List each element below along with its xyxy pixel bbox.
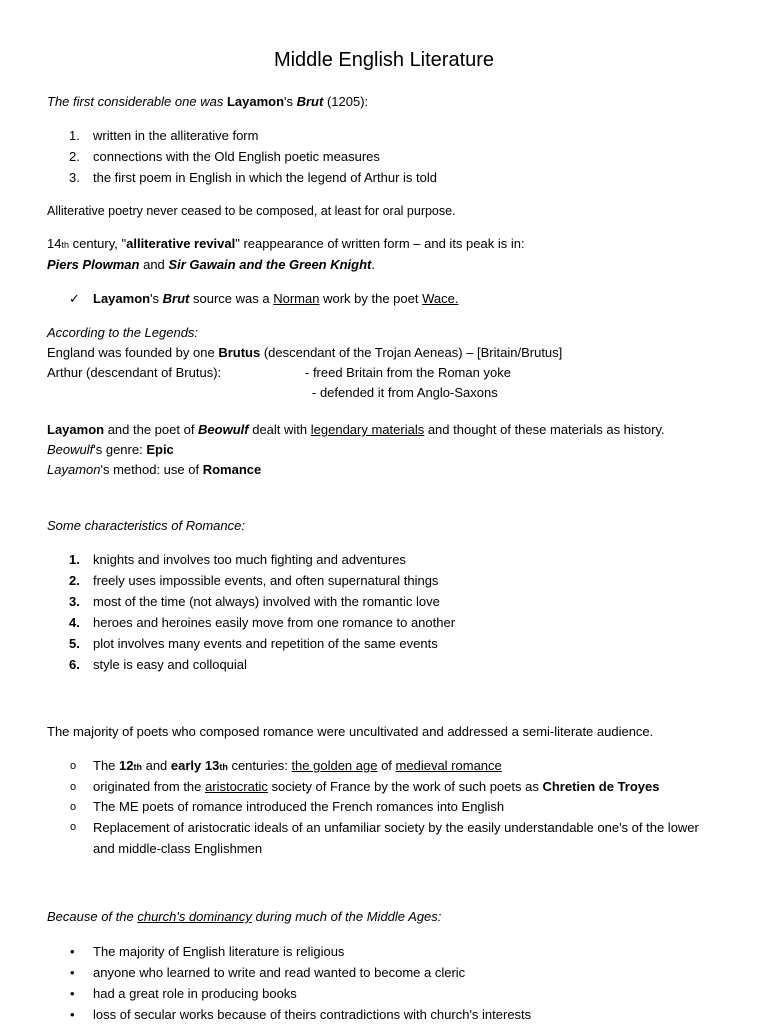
legends-brutus: Brutus: [218, 345, 261, 360]
list-item: [47, 168, 737, 189]
list-text: freely uses impossible events, and often supernatural things: [93, 573, 439, 588]
church-dominancy: church's dominancy: [137, 909, 252, 924]
circle-bullet-icon: o: [70, 801, 77, 813]
origin-pre: originated from the: [93, 779, 206, 794]
list-text: Replacement of aristocratic ideals of an unfamiliar society by the easily understandable one's of the lower and middle-class Englishmen: [93, 820, 699, 856]
list-number: 2.: [69, 149, 80, 164]
list-item: [47, 756, 737, 777]
beowulf-work: Beowulf: [198, 422, 249, 437]
list-text: the first poem in English in which the legend of Arthur is told: [93, 170, 437, 185]
majority-paragraph: The majority of poets who composed romance were uncultivated and addressed a semi-literate audience.: [47, 724, 654, 739]
method-value: Romance: [202, 462, 262, 477]
revival-text-1: century, ": [68, 236, 127, 251]
list-item: [47, 147, 737, 168]
check-norman: Norman: [273, 291, 320, 306]
golden-12: 12: [119, 758, 134, 773]
beowulf-section: [47, 420, 737, 480]
list-text: anyone who learned to write and read wanted to become a cleric: [93, 965, 466, 980]
list-number: 6.: [69, 657, 80, 672]
legends-line-1-pre: England was founded by one: [47, 345, 219, 360]
beowulf-legendary: legendary materials: [310, 422, 425, 437]
list-text: [93, 777, 737, 797]
origin-mid: society of France by the work of such poets as: [267, 779, 543, 794]
list-number: 5.: [69, 636, 80, 651]
legends-freed: - freed Britain from the Roman yoke: [305, 365, 511, 380]
check-author: Layamon: [93, 291, 151, 306]
list-text: plot involves many events and repetition of the same events: [93, 636, 438, 651]
church-heading: [47, 907, 737, 927]
list-text: The majority of English literature is religious: [93, 944, 345, 959]
genre-value: Epic: [146, 442, 174, 457]
bullet-icon: •: [70, 1007, 75, 1022]
beowulf-mid: and the poet of: [104, 422, 199, 437]
list-item: [47, 592, 737, 613]
list-item: [47, 571, 737, 592]
golden-age: the golden age: [291, 758, 378, 773]
golden-and: and: [141, 758, 171, 773]
revival-work-2: Sir Gawain and the Green Knight: [168, 257, 372, 272]
check-mid-2: work by the poet: [319, 291, 423, 306]
golden-of: of: [377, 758, 396, 773]
romance-history-list: [47, 756, 737, 859]
golden-13: early 13: [170, 758, 220, 773]
list-item: [47, 126, 737, 147]
list-item: [47, 550, 737, 571]
golden-mid: centuries:: [227, 758, 292, 773]
revival-century-suffix: th: [61, 240, 69, 250]
list-text: The ME poets of romance introduced the French romances into English: [93, 799, 505, 814]
list-text: had a great role in producing books: [93, 986, 297, 1001]
legends-line-1: [47, 343, 737, 363]
medieval-romance: medieval romance: [395, 758, 502, 773]
golden-13-suffix: th: [219, 762, 228, 772]
list-item: [47, 963, 737, 984]
features-list: [47, 126, 737, 189]
legends-line-2: [47, 363, 737, 383]
list-item: [47, 984, 737, 1005]
origin-aristocratic: aristocratic: [205, 779, 268, 794]
romance-heading: Some characteristics of Romance:: [47, 518, 245, 533]
bullet-icon: •: [70, 965, 75, 980]
check-item: [47, 289, 737, 309]
revival-century: 14: [47, 236, 62, 251]
list-text: [93, 756, 737, 777]
list-item: [47, 634, 737, 655]
check-wace: Wace.: [422, 291, 459, 306]
genre-mid: 's genre:: [93, 442, 147, 457]
revival-paragraph: [47, 234, 737, 275]
check-row: [47, 289, 737, 309]
list-item: [47, 942, 737, 963]
beowulf-genre: [47, 440, 737, 460]
page-title: Middle English Literature: [273, 49, 495, 71]
legends-section: [47, 323, 737, 403]
revival-and: and: [139, 257, 169, 272]
list-text: loss of secular works because of theirs contradictions with church's interests: [93, 1007, 532, 1022]
list-item: [47, 817, 737, 859]
list-text: knights and involves too much fighting and adventures: [93, 552, 406, 567]
church-post: during much of the Middle Ages:: [251, 909, 442, 924]
list-item: [47, 655, 737, 676]
legends-line-1-post: (descendant of the Trojan Aeneas) – [Britain/Brutus]: [260, 345, 563, 360]
revival-work-1: Piers Plowman: [47, 257, 140, 272]
list-text: heroes and heroines easily move from one romance to another: [93, 615, 456, 630]
list-number: 4.: [69, 615, 80, 630]
intro-year: (1205):: [323, 94, 369, 109]
circle-bullet-icon: o: [70, 821, 77, 833]
list-text: most of the time (not always) involved with the romantic love: [93, 594, 440, 609]
beowulf-layamon: Layamon: [47, 422, 105, 437]
check-text: [93, 289, 737, 309]
method-name: Layamon: [47, 462, 101, 477]
circle-bullet-icon: o: [70, 760, 77, 772]
circle-bullet-icon: o: [70, 781, 77, 793]
revival-text-2: " reappearance of written form – and its peak is in:: [235, 236, 525, 251]
list-number: 2.: [69, 573, 80, 588]
genre-work: Beowulf: [47, 442, 94, 457]
church-list: [47, 942, 737, 1026]
list-item: [47, 797, 737, 817]
revival-end: .: [371, 257, 376, 272]
legends-heading: According to the Legends:: [47, 325, 199, 340]
check-mid: source was a: [189, 291, 274, 306]
intro-pre: The first considerable one was: [47, 94, 227, 109]
legends-arthur: Arthur (descendant of Brutus):: [47, 365, 222, 380]
beowulf-mid-2: dealt with: [248, 422, 311, 437]
beowulf-line-1: [47, 420, 737, 440]
list-number: 1.: [69, 128, 80, 143]
intro-author: Layamon: [226, 94, 285, 109]
romance-list: [47, 550, 737, 676]
revival-line-1: [47, 234, 737, 255]
legends-line-3: [47, 383, 737, 403]
golden-12-suffix: th: [133, 762, 142, 772]
church-pre: Because of the: [47, 909, 138, 924]
layamon-method: [47, 460, 737, 480]
intro-line: [47, 92, 737, 112]
legends-defended: - defended it from Anglo-Saxons: [312, 385, 498, 400]
checkmark-icon: ✓: [69, 291, 80, 306]
check-work: Brut: [162, 291, 190, 306]
list-text: style is easy and colloquial: [93, 657, 247, 672]
check-apos: 's: [150, 291, 163, 306]
revival-line-2: [47, 255, 737, 275]
list-number: 1.: [69, 552, 80, 567]
origin-chretien: Chretien de Troyes: [542, 779, 660, 794]
revival-bold: alliterative revival: [126, 236, 236, 251]
method-mid: 's method: use of: [100, 462, 203, 477]
bullet-icon: •: [70, 986, 75, 1001]
list-text: written in the alliterative form: [93, 128, 259, 143]
alliterative-note: Alliterative poetry never ceased to be composed, at least for oral purpose.: [47, 204, 456, 218]
list-item: [47, 613, 737, 634]
intro-work: Brut: [296, 94, 324, 109]
list-text: connections with the Old English poetic measures: [93, 149, 380, 164]
bullet-icon: •: [70, 944, 75, 959]
list-number: 3.: [69, 170, 80, 185]
beowulf-post: and thought of these materials as history.: [424, 422, 665, 437]
list-item: [47, 777, 737, 797]
list-number: 3.: [69, 594, 80, 609]
list-item: [47, 1005, 737, 1026]
intro-apos: 's: [284, 94, 297, 109]
golden-pre: The: [93, 758, 120, 773]
